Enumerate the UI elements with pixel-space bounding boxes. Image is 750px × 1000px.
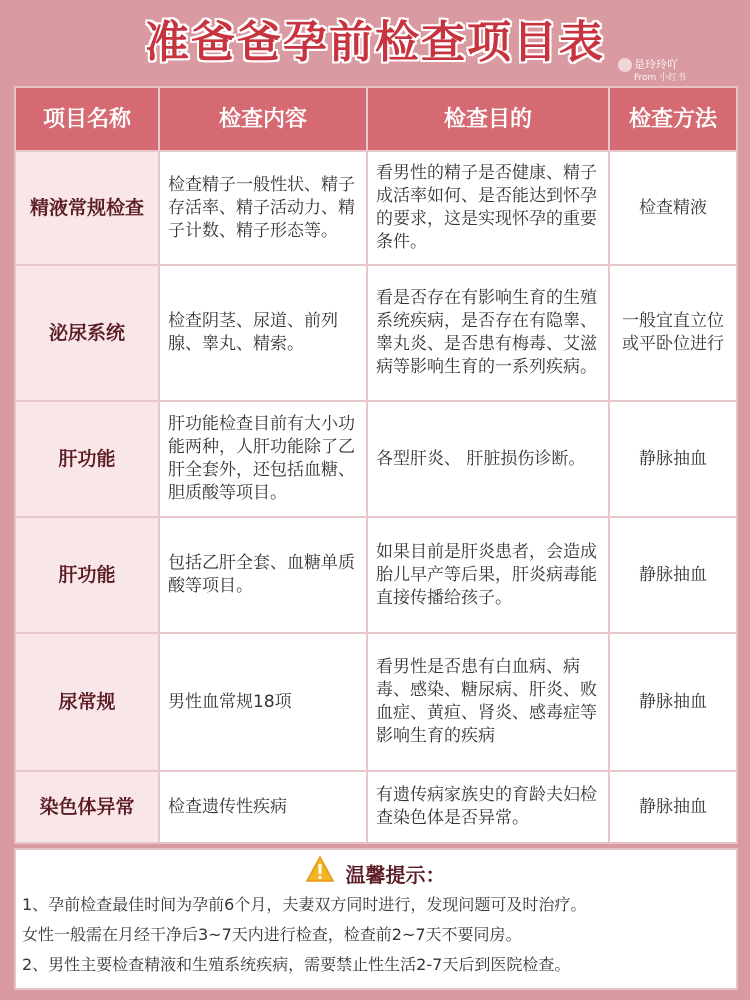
row-purpose: 各型肝炎、 肝脏损伤诊断。 [368, 402, 610, 516]
table-row [16, 266, 736, 402]
checkup-table [14, 86, 738, 844]
row-purpose: 看是否存在有影响生育的生殖系统疾病，是否存在有隐睾、睾丸炎、是否患有梅毒、艾滋病等影响生育的一系列疾病。 [368, 266, 610, 400]
watermark [618, 58, 728, 88]
table-row [16, 518, 736, 634]
row-content: 检查遗传性疾病 [160, 772, 368, 842]
row-name: 肝功能 [16, 518, 160, 632]
row-purpose: 看男性的精子是否健康、精子成活率如何、是否能达到怀孕的要求，这是实现怀孕的重要条件。 [368, 152, 610, 264]
row-method: 静脉抽血 [639, 448, 707, 469]
tips-line: 女性一般需在月经干净后3~7天内进行检查，检查前2~7天不要同房。 [22, 925, 522, 944]
header-method: 检查方法 [610, 88, 736, 150]
table-row [16, 402, 736, 518]
row-content: 包括乙肝全套、血糖单质酸等项目。 [160, 518, 368, 632]
row-content: 检查阴茎、尿道、前列腺、睾丸、精索。 [160, 266, 368, 400]
row-name: 肝功能 [16, 402, 160, 516]
table-header-row [16, 88, 736, 152]
tips-box [14, 848, 738, 990]
table-row [16, 152, 736, 266]
row-purpose: 如果目前是肝炎患者，会造成胎儿早产等后果，肝炎病毒能直接传播给孩子。 [368, 518, 610, 632]
row-method: 静脉抽血 [639, 691, 707, 712]
row-purpose: 有遗传病家族史的育龄夫妇检查染色体是否异常。 [368, 772, 610, 842]
row-name: 精液常规检查 [16, 152, 160, 264]
row-name: 染色体异常 [16, 772, 160, 842]
page-title: 准爸爸孕前检查项目表 [145, 17, 605, 68]
watermark-sub: From 小红书 [634, 73, 687, 83]
row-content: 肝功能检查目前有大小功能两种，人肝功能除了乙肝全套外，还包括血糖、胆质酸等项目。 [160, 402, 368, 516]
watermark-logo-icon [618, 58, 632, 72]
row-method: 一般宜直立位或平卧位进行 [622, 311, 724, 354]
row-name: 泌尿系统 [16, 266, 160, 400]
header-purpose: 检查目的 [368, 88, 610, 150]
row-name: 尿常规 [16, 634, 160, 770]
table-row [16, 772, 736, 842]
watermark-name: 是玲玲吖 [634, 58, 678, 71]
row-method: 静脉抽血 [639, 796, 707, 817]
row-method: 检查精液 [639, 197, 707, 218]
table-row [16, 634, 736, 772]
row-method: 静脉抽血 [639, 564, 707, 585]
tips-title: 温馨提示： [345, 863, 446, 887]
warning-icon [306, 856, 334, 894]
row-content: 男性血常规18项 [160, 634, 368, 770]
row-purpose: 看男性是否患有白血病、病毒、感染、糖尿病、肝炎、败血症、黄疸、肾炎、感毒症等影响生育的疾病 [368, 634, 610, 770]
tips-header [16, 856, 736, 890]
header-name: 项目名称 [16, 88, 160, 150]
tips-line: 1、孕前检查最佳时间为孕前6个月，夫妻双方同时进行，发现问题可及时治疗。 [22, 895, 587, 914]
header-content: 检查内容 [160, 88, 368, 150]
tips-line: 2、男性主要检查精液和生殖系统疾病，需要禁止性生活2-7天后到医院检查。 [22, 955, 571, 974]
row-content: 检查精子一般性状、精子存活率、精子活动力、精子计数、精子形态等。 [160, 152, 368, 264]
